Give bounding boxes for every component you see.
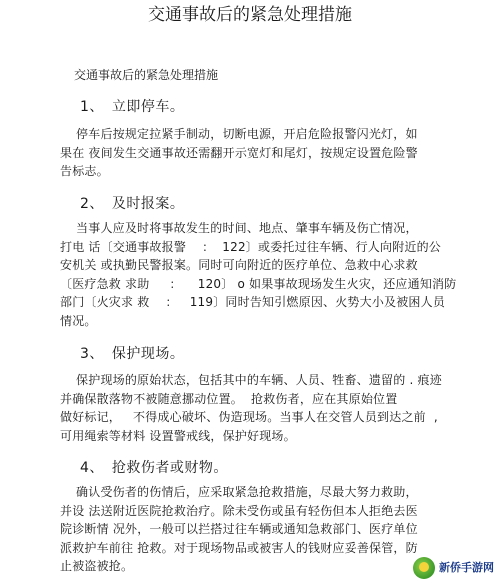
section-heading bbox=[80, 459, 480, 477]
section-heading-text: 立即停车。 bbox=[111, 99, 185, 115]
body-line: 院诊断情 况外，一般可以拦搭过往车辆或通知急救部门、医疗单位 bbox=[60, 522, 418, 536]
body-line: 确认受伤者的伤情后，应采取紧急抢救措施，尽最大努力救助， bbox=[60, 485, 418, 499]
watermark-text: 新侨手游网 bbox=[439, 561, 494, 574]
section-number: 1、 bbox=[80, 99, 104, 115]
section-body bbox=[60, 219, 480, 330]
body-line: 保护现场的原始状态，包括其中的车辆、人员、牲畜、遗留的 . 痕迹 bbox=[60, 373, 442, 387]
body-line: 当事人应及时将事故发生的时间、地点、肇事车辆及伤亡情况， bbox=[60, 221, 418, 235]
logo-icon bbox=[413, 557, 435, 579]
section-heading bbox=[80, 98, 480, 116]
body-line: 〔医疗急救 求助 ： 120〕 o 如果事故现场发生火灾，还应通知消防 bbox=[60, 276, 457, 291]
body-line: 可用绳索等材料 设置警戒线，保护好现场。 bbox=[60, 428, 296, 443]
body-line: 并设 法送附近医院抢救治疗。除未受伤或虽有轻伤但本人拒绝去医 bbox=[60, 503, 418, 518]
section-heading-text: 及时报案。 bbox=[111, 196, 185, 212]
body-line: 派救护车前往 抢救。对于现场物品或被害人的钱财应妥善保管，防 bbox=[60, 540, 418, 555]
section-1 bbox=[60, 98, 480, 181]
section-heading-text: 保护现场。 bbox=[111, 346, 185, 362]
section-body bbox=[60, 371, 480, 445]
section-heading bbox=[80, 345, 480, 363]
body-line: 并确保散落物不被随意挪动位置。 抢救伤者，应在其原始位置 bbox=[60, 391, 398, 406]
section-body bbox=[60, 125, 480, 181]
document-title: 交通事故后的紧急处理措施 bbox=[148, 5, 352, 25]
section-2 bbox=[60, 195, 480, 330]
body-line: 果在 夜间发生交通事故还需翻开示宽灯和尾灯，按规定设置危险警 bbox=[60, 145, 418, 160]
section-number: 4、 bbox=[80, 460, 104, 476]
section-heading-text: 抢救伤者或财物。 bbox=[111, 460, 228, 476]
body-line: 告标志。 bbox=[60, 164, 109, 178]
watermark bbox=[413, 557, 494, 579]
body-line: 做好标记， 不得成心破坏、伪造现场。当事人在交管人员到达之前 , bbox=[60, 410, 438, 424]
body-line: 情况。 bbox=[60, 313, 97, 328]
body-line: 停车后按规定拉紧手制动，切断电源，开启危险报警闪光灯，如 bbox=[60, 127, 418, 141]
section-number: 2、 bbox=[80, 196, 104, 212]
body-line: 安机关 或执勤民警报案。同时可向附近的医疗单位、急救中心求救 bbox=[60, 258, 418, 272]
section-heading bbox=[80, 195, 480, 213]
body-line: 打电 话〔交通事故报警 ： 122〕或委托过往车辆、行人向附近的公 bbox=[60, 239, 442, 254]
body-line: 止被盗被抢。 bbox=[60, 559, 134, 573]
section-number: 3、 bbox=[80, 346, 104, 362]
body-line: 部门〔火灾求 救 ： 119〕同时告知引燃原因、火势大小及被困人员 bbox=[60, 295, 446, 309]
document-subtitle: 交通事故后的紧急处理措施 bbox=[74, 68, 219, 82]
section-3 bbox=[60, 345, 480, 445]
